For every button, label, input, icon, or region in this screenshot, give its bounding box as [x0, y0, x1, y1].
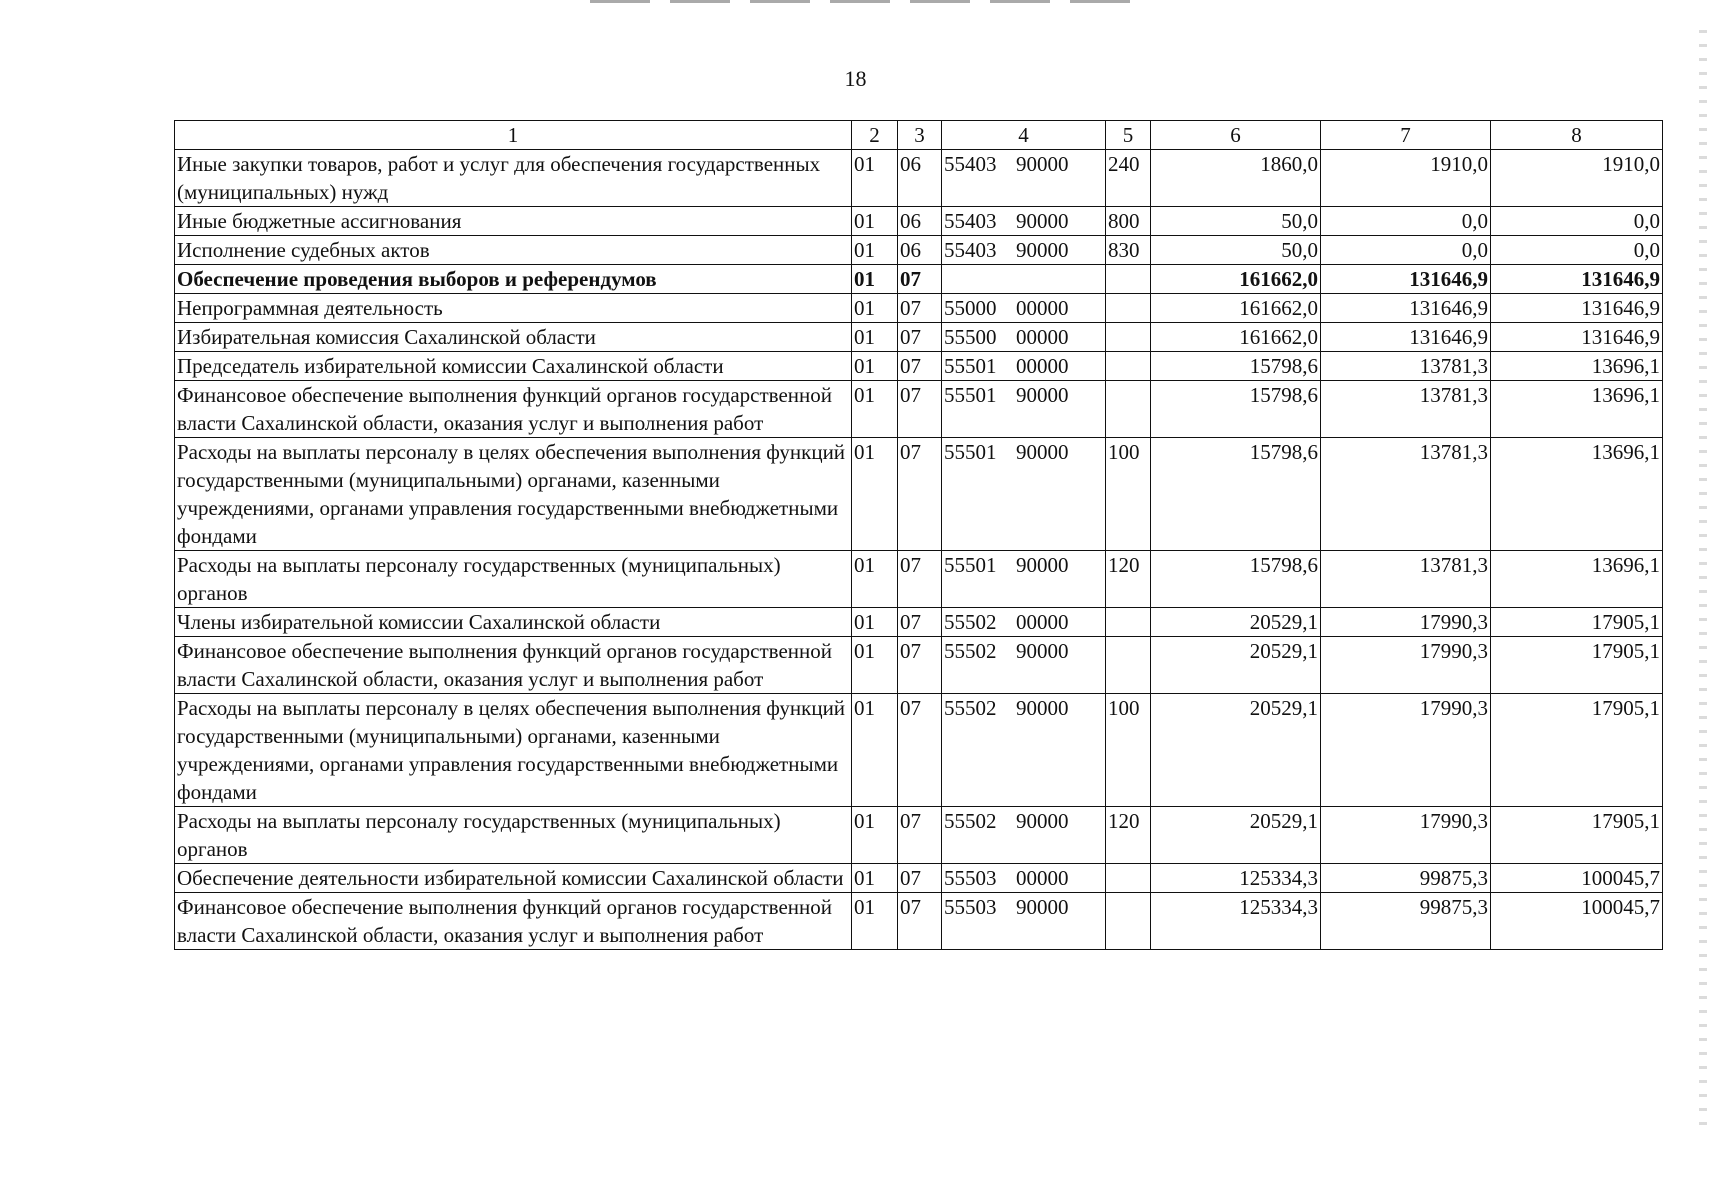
row-name: Расходы на выплаты персоналу государственных (муниципальных) органов	[175, 807, 852, 864]
row-value-7: 0,0	[1321, 207, 1491, 236]
scan-artifact-top	[590, 0, 1130, 3]
row-value-6: 161662,0	[1151, 323, 1321, 352]
row-value-6: 161662,0	[1151, 294, 1321, 323]
row-expense-type	[1106, 608, 1151, 637]
row-value-7: 0,0	[1321, 236, 1491, 265]
row-target-article-part1: 55501	[944, 383, 997, 407]
table-row	[175, 207, 1663, 236]
row-subsection: 06	[898, 150, 942, 207]
row-target-article	[942, 807, 1106, 864]
row-value-6: 15798,6	[1151, 352, 1321, 381]
row-value-7: 13781,3	[1321, 381, 1491, 438]
row-target-article	[942, 352, 1106, 381]
row-target-article-part2: 90000	[1016, 383, 1069, 407]
row-target-article-part1: 55403	[944, 152, 997, 176]
row-target-article-part2: 90000	[1016, 639, 1069, 663]
row-target-article-part1: 55501	[944, 553, 997, 577]
row-expense-type: 120	[1106, 551, 1151, 608]
row-target-article	[942, 265, 1106, 294]
row-value-6: 125334,3	[1151, 864, 1321, 893]
table-row	[175, 381, 1663, 438]
row-target-article-part1: 55501	[944, 440, 997, 464]
row-target-article-part1: 55501	[944, 354, 997, 378]
row-target-article	[942, 864, 1106, 893]
row-subsection: 06	[898, 207, 942, 236]
row-target-article-part2: 00000	[1016, 354, 1069, 378]
row-expense-type: 800	[1106, 207, 1151, 236]
row-subsection: 07	[898, 265, 942, 294]
row-value-8: 13696,1	[1491, 551, 1663, 608]
col-header-5: 5	[1106, 121, 1151, 150]
row-name: Избирательная комиссия Сахалинской области	[175, 323, 852, 352]
table-row	[175, 294, 1663, 323]
row-value-6: 50,0	[1151, 207, 1321, 236]
table-row	[175, 323, 1663, 352]
table-row	[175, 637, 1663, 694]
col-header-6: 6	[1151, 121, 1321, 150]
row-value-6: 1860,0	[1151, 150, 1321, 207]
table-row	[175, 265, 1663, 294]
row-subsection: 07	[898, 807, 942, 864]
row-section: 01	[852, 694, 898, 807]
page-number: 18	[844, 66, 867, 91]
row-value-8: 0,0	[1491, 236, 1663, 265]
row-target-article-part1: 55502	[944, 809, 997, 833]
row-name: Расходы на выплаты персоналу в целях обеспечения выполнения функций государственными (муниципальными) органами, казенными учреждениями, органами управления государственными внебюджетными фондами	[175, 438, 852, 551]
row-section: 01	[852, 323, 898, 352]
row-value-6: 15798,6	[1151, 551, 1321, 608]
row-target-article-part1: 55502	[944, 696, 997, 720]
row-name: Члены избирательной комиссии Сахалинской области	[175, 608, 852, 637]
row-section: 01	[852, 608, 898, 637]
row-section: 01	[852, 265, 898, 294]
row-section: 01	[852, 893, 898, 950]
row-value-8: 17905,1	[1491, 608, 1663, 637]
row-value-8: 17905,1	[1491, 807, 1663, 864]
row-expense-type: 240	[1106, 150, 1151, 207]
row-section: 01	[852, 381, 898, 438]
row-subsection: 07	[898, 864, 942, 893]
col-header-7: 7	[1321, 121, 1491, 150]
row-value-7: 17990,3	[1321, 608, 1491, 637]
row-subsection: 07	[898, 294, 942, 323]
row-name: Расходы на выплаты персоналу в целях обеспечения выполнения функций государственными (муниципальными) органами, казенными учреждениями, органами управления государственными внебюджетными фондами	[175, 694, 852, 807]
row-name: Председатель избирательной комиссии Сахалинской области	[175, 352, 852, 381]
row-value-8: 13696,1	[1491, 352, 1663, 381]
col-header-8: 8	[1491, 121, 1663, 150]
scan-artifact-edge	[1699, 30, 1707, 1130]
row-target-article-part1: 55403	[944, 209, 997, 233]
table-row	[175, 694, 1663, 807]
row-subsection: 07	[898, 438, 942, 551]
row-name: Финансовое обеспечение выполнения функций органов государственной власти Сахалинской области, оказания услуг и выполнения работ	[175, 637, 852, 694]
row-value-8: 17905,1	[1491, 694, 1663, 807]
row-target-article-part1: 55503	[944, 895, 997, 919]
row-section: 01	[852, 551, 898, 608]
row-name: Непрограммная деятельность	[175, 294, 852, 323]
row-expense-type: 120	[1106, 807, 1151, 864]
table-row	[175, 551, 1663, 608]
row-target-article-part2: 90000	[1016, 553, 1069, 577]
row-value-6: 161662,0	[1151, 265, 1321, 294]
row-target-article-part2: 90000	[1016, 209, 1069, 233]
row-value-7: 13781,3	[1321, 551, 1491, 608]
row-value-7: 131646,9	[1321, 265, 1491, 294]
row-subsection: 07	[898, 893, 942, 950]
row-expense-type	[1106, 381, 1151, 438]
row-value-7: 17990,3	[1321, 807, 1491, 864]
row-name: Исполнение судебных актов	[175, 236, 852, 265]
table-row	[175, 150, 1663, 207]
row-target-article-part1: 55503	[944, 866, 997, 890]
col-header-4: 4	[942, 121, 1106, 150]
header-row	[175, 121, 1663, 150]
row-value-8: 0,0	[1491, 207, 1663, 236]
row-expense-type	[1106, 352, 1151, 381]
table-row	[175, 864, 1663, 893]
row-target-article-part2: 00000	[1016, 296, 1069, 320]
row-target-article	[942, 207, 1106, 236]
col-header-3: 3	[898, 121, 942, 150]
row-section: 01	[852, 207, 898, 236]
row-target-article-part2: 90000	[1016, 696, 1069, 720]
row-value-7: 1910,0	[1321, 150, 1491, 207]
table-row	[175, 236, 1663, 265]
row-value-6: 20529,1	[1151, 694, 1321, 807]
row-value-8: 1910,0	[1491, 150, 1663, 207]
row-target-article-part2: 90000	[1016, 238, 1069, 262]
row-subsection: 07	[898, 608, 942, 637]
row-expense-type	[1106, 637, 1151, 694]
row-section: 01	[852, 352, 898, 381]
row-section: 01	[852, 150, 898, 207]
table-row	[175, 807, 1663, 864]
table-row	[175, 893, 1663, 950]
row-value-6: 15798,6	[1151, 438, 1321, 551]
row-subsection: 07	[898, 381, 942, 438]
row-value-6: 20529,1	[1151, 807, 1321, 864]
table-row	[175, 438, 1663, 551]
row-value-8: 100045,7	[1491, 864, 1663, 893]
row-target-article	[942, 551, 1106, 608]
row-target-article	[942, 150, 1106, 207]
row-value-8: 17905,1	[1491, 637, 1663, 694]
row-value-7: 17990,3	[1321, 694, 1491, 807]
row-target-article	[942, 438, 1106, 551]
row-value-6: 50,0	[1151, 236, 1321, 265]
row-value-8: 100045,7	[1491, 893, 1663, 950]
row-subsection: 07	[898, 637, 942, 694]
row-target-article	[942, 381, 1106, 438]
col-header-1: 1	[175, 121, 852, 150]
row-target-article-part2: 90000	[1016, 440, 1069, 464]
table-body	[175, 150, 1663, 950]
col-header-2: 2	[852, 121, 898, 150]
row-section: 01	[852, 807, 898, 864]
row-section: 01	[852, 294, 898, 323]
row-target-article-part2: 90000	[1016, 152, 1069, 176]
row-value-7: 13781,3	[1321, 438, 1491, 551]
row-target-article	[942, 893, 1106, 950]
row-value-7: 99875,3	[1321, 893, 1491, 950]
row-target-article-part1: 55000	[944, 296, 997, 320]
row-expense-type	[1106, 893, 1151, 950]
table-header	[175, 121, 1663, 150]
row-target-article-part2: 00000	[1016, 866, 1069, 890]
row-target-article-part2: 00000	[1016, 325, 1069, 349]
row-value-6: 15798,6	[1151, 381, 1321, 438]
row-target-article-part1: 55502	[944, 610, 997, 634]
row-target-article-part1: 55502	[944, 639, 997, 663]
row-expense-type	[1106, 864, 1151, 893]
row-name: Иные закупки товаров, работ и услуг для обеспечения государственных (муниципальных) нужд	[175, 150, 852, 207]
row-value-7: 99875,3	[1321, 864, 1491, 893]
row-value-6: 125334,3	[1151, 893, 1321, 950]
row-target-article	[942, 294, 1106, 323]
row-value-7: 131646,9	[1321, 323, 1491, 352]
row-expense-type	[1106, 265, 1151, 294]
table-row	[175, 352, 1663, 381]
row-value-8: 131646,9	[1491, 265, 1663, 294]
row-expense-type: 100	[1106, 694, 1151, 807]
row-target-article-part2: 90000	[1016, 895, 1069, 919]
row-name: Иные бюджетные ассигнования	[175, 207, 852, 236]
table-row	[175, 608, 1663, 637]
row-target-article-part1: 55403	[944, 238, 997, 262]
row-value-8: 131646,9	[1491, 294, 1663, 323]
row-expense-type: 100	[1106, 438, 1151, 551]
row-name: Финансовое обеспечение выполнения функций органов государственной власти Сахалинской области, оказания услуг и выполнения работ	[175, 381, 852, 438]
row-section: 01	[852, 637, 898, 694]
row-section: 01	[852, 236, 898, 265]
row-value-8: 13696,1	[1491, 438, 1663, 551]
row-target-article	[942, 236, 1106, 265]
row-target-article	[942, 323, 1106, 352]
budget-table	[174, 120, 1663, 950]
row-target-article-part2: 00000	[1016, 610, 1069, 634]
row-expense-type: 830	[1106, 236, 1151, 265]
row-subsection: 07	[898, 694, 942, 807]
row-expense-type	[1106, 294, 1151, 323]
row-target-article	[942, 694, 1106, 807]
row-value-7: 131646,9	[1321, 294, 1491, 323]
row-name: Расходы на выплаты персоналу государственных (муниципальных) органов	[175, 551, 852, 608]
row-target-article-part1: 55500	[944, 325, 997, 349]
row-value-6: 20529,1	[1151, 608, 1321, 637]
row-target-article	[942, 608, 1106, 637]
row-subsection: 06	[898, 236, 942, 265]
row-section: 01	[852, 438, 898, 551]
row-expense-type	[1106, 323, 1151, 352]
row-subsection: 07	[898, 551, 942, 608]
row-value-7: 17990,3	[1321, 637, 1491, 694]
row-value-8: 13696,1	[1491, 381, 1663, 438]
row-name: Обеспечение проведения выборов и референдумов	[175, 265, 852, 294]
row-section: 01	[852, 864, 898, 893]
row-value-8: 131646,9	[1491, 323, 1663, 352]
row-name: Обеспечение деятельности избирательной комиссии Сахалинской области	[175, 864, 852, 893]
row-name: Финансовое обеспечение выполнения функций органов государственной власти Сахалинской области, оказания услуг и выполнения работ	[175, 893, 852, 950]
row-target-article-part2: 90000	[1016, 809, 1069, 833]
row-value-6: 20529,1	[1151, 637, 1321, 694]
row-target-article	[942, 637, 1106, 694]
row-subsection: 07	[898, 323, 942, 352]
row-value-7: 13781,3	[1321, 352, 1491, 381]
row-subsection: 07	[898, 352, 942, 381]
